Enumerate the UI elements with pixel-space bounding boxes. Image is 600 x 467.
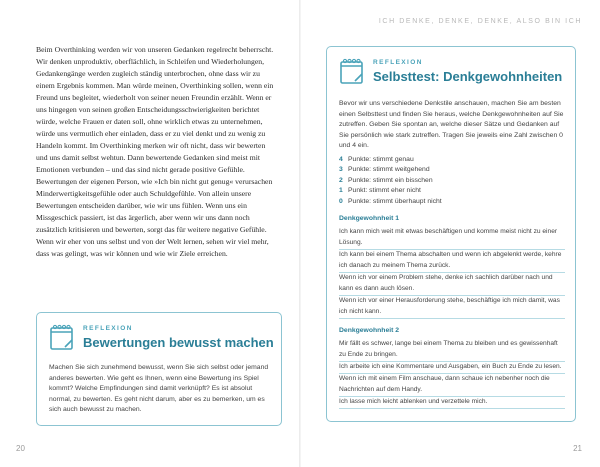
notepad-icon [339, 57, 365, 85]
running-header: ICH DENKE, DENKE, DENKE, ALSO BIN ICH [378, 18, 582, 25]
box-title: Selbsttest: Denkgewohnheiten [373, 69, 563, 84]
box-kicker: REFLEXION [373, 59, 423, 66]
habit-title: Denkgewohnheit 2 [339, 327, 400, 334]
page-number-left: 20 [16, 444, 25, 453]
rating-number: 0 [339, 197, 343, 205]
box-kicker: REFLEXION [83, 325, 133, 332]
habit-statement: Wenn ich mit einem Film anschaue, dann schaue ich nebenher noch die Nachrichten auf dem Handy. [339, 374, 565, 397]
rating-item [339, 165, 565, 175]
box-header [49, 323, 274, 363]
box-title: Bewertungen bewusst machen [83, 335, 274, 350]
page-number-right: 21 [573, 444, 582, 453]
habit-title: Denkgewohnheit 1 [339, 215, 400, 222]
body-paragraph: Beim Overthinking werden wir von unseren Gedanken regelrecht beherrscht. Wir denken unproduktiv, oberflächlich, in Schleifen und Wiederholungen, Gedankengänge werden zugleich ständig unterbrochen, ohne dass wir zu einem Ergebnis kommen. Man würde meinen, Overthinking sollen, wenn ein Freund uns begleitet, wiederholt von seiner neuen Freundin erzählt. Wenn er uns hingegen von seinen großen Entscheidungsschwierigkeiten berichtet würde, welche Frauen er daten soll, ohne wirklich etwas zu unternehmen, würde uns vermutlich eher einladen, dass er zu viel denkt und zu wenig zu Handeln kommt. Im Overthinking merken wir oft nicht, dass wir bewerten und uns damit selbst wehtun. Dann bewertende Gedanken sind meist mit Emotionen verbunden – und das sind nicht gerade positive Gefühle. Bewertungen der eigenen Person, wie »Ich bin nicht gut genug« verursachen Minderwertigkeitsgefühle oder auch Schuldgefühle. Von allein unsere Bewertungen entscheiden darüber, wie wir uns fühlen. Wenn uns ein Missgeschick passiert, ist das ärgerlich, aber wenn wir uns dann noch zusätzlich kritisieren und bewerten, sorgt das für weitere negative Gefühle. Wenn wir eher von uns selbst und von der Welt lernen, sehen wir viel mehr, dass was gelingt, was wir können und wie wir Ziele erreichen. [36, 45, 274, 258]
habit-statement: Ich kann bei einem Thema abschalten und wenn ich abgelenkt werde, kehre ich danach zu meinem Thema zurück. [339, 250, 565, 273]
reflexion-box-selbsttest [326, 46, 576, 422]
rating-item [339, 197, 565, 207]
habit-statement: Ich kann mich weit mit etwas beschäftigen und komme meist nicht zu einer Lösung. [339, 227, 565, 250]
rating-label: Punkte: stimmt ein bisschen [348, 176, 433, 184]
rating-label: Punkte: stimmt überhaupt nicht [348, 197, 442, 205]
rating-item [339, 186, 565, 196]
rating-label: Punkte: stimmt weitgehend [348, 166, 430, 174]
habit-statement: Ich lasse mich leicht ablenken und verzettele mich. [339, 397, 565, 409]
habit-statement: Mir fällt es schwer, lange bei einem Thema zu bleiben und es gewissenhaft zu Ende zu bringen. [339, 339, 565, 362]
left-body-text [36, 44, 274, 260]
habit-statement: Wenn ich vor einem Problem stehe, denke ich sachlich darüber nach und kann es dann auch lösen. [339, 273, 565, 296]
rating-number: 1 [339, 187, 343, 195]
rating-number: 2 [339, 176, 343, 184]
box-text: Machen Sie sich zunehmend bewusst, wenn Sie sich selbst oder jemand anderes bewerten. Wie geht es Ihnen, wenn eine Bewertung ins Spiel kommt? Welche Empfindungen sind damit verknüpft? Es ist absolut normal, zu bewerten. Es geht nicht darum, aber es zu bemerken, um es sich auch bewusst zu machen. [49, 364, 269, 414]
rating-label: Punkte: stimmt genau [348, 156, 414, 163]
rating-number: 4 [339, 156, 343, 163]
box-header [339, 57, 565, 97]
habit-statement: Wenn ich vor einer Herausforderung stehe, beschäftige ich mich damit, was ich nicht kann. [339, 296, 565, 319]
rating-label: Punkt: stimmt eher nicht [348, 187, 421, 195]
notepad-icon [49, 323, 75, 351]
rating-scale-list [339, 155, 565, 207]
rating-number: 3 [339, 166, 343, 174]
reflexion-box-bewertungen [36, 312, 282, 426]
rating-item [339, 176, 565, 186]
habit-statement: Ich arbeite ich eine Kommentare und Ausgaben, ein Buch zu Ende zu lesen. [339, 362, 565, 374]
rating-item [339, 155, 565, 165]
page-gutter [299, 0, 301, 467]
selbsttest-intro: Bevor wir uns verschiedene Denkstile anschauen, machen Sie am besten einen Selbsttest und finden Sie heraus, welche Denkgewohnheiten auf Sie zutreffen. Geben Sie spontan an, welche dieser Sätze und Gedanken auf Sie persönlich wie stark zutreffen. Tragen Sie jeweils eine Zahl zwischen 0 und 4 ein. [339, 100, 564, 150]
